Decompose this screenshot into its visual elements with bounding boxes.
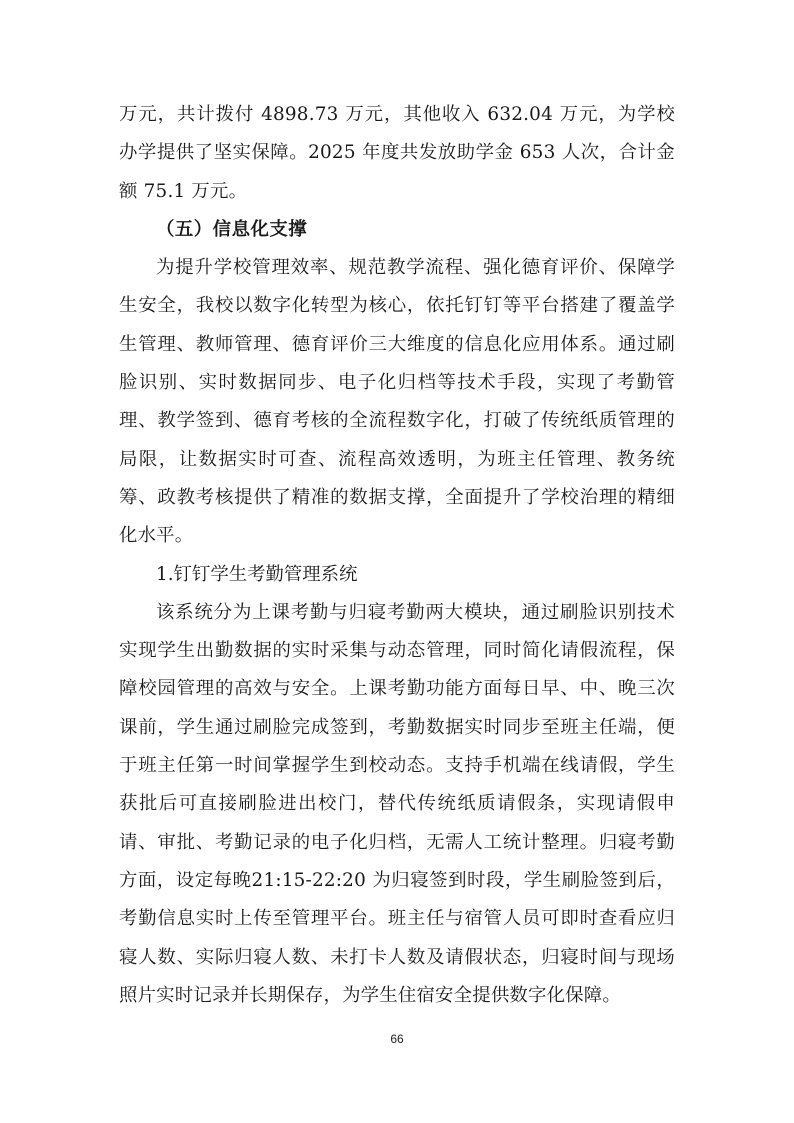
page-number: 66 bbox=[390, 1032, 404, 1046]
paragraph-intro: 为提升学校管理效率、规范教学流程、强化德育评价、保障学生安全，我校以数字化转型为核心，依托钉钉等平台搭建了覆盖学生管理、教师管理、德育评价三大维度的信息化应用体系。通过刷脸识别、实时数据同步、电子化归档等技术手段，实现了考勤管理、教学签到、德育考核的全流程数字化，打破了传统纸质管理的局限，让数据实时可查、流程高效透明，为班主任管理、教务统筹、政教考核提供了精准的数据支撑，全面提升了学校治理的精细化水平。 bbox=[119, 257, 675, 547]
document-body bbox=[119, 96, 675, 1015]
paragraph-continued: 万元，共计拨付 4898.73 万元，其他收入 632.04 万元，为学校办学提供了坚实保障。2025 年度共发放助学金 653 人次，合计金额 75.1 万元。 bbox=[119, 104, 675, 202]
paragraph-attendance: 该系统分为上课考勤与归寝考勤两大模块，通过刷脸识别技术实现学生出勤数据的实时采集与动态管理，同时简化请假流程，保障校园管理的高效与安全。上课考勤功能方面每日早、中、晚三次课前，学生通过刷脸完成签到，考勤数据实时同步至班主任端，便于班主任第一时间掌握学生到校动态。支持手机端在线请假，学生获批后可直接刷脸进出校门，替代传统纸质请假条，实现请假申请、审批、考勤记录的电子化归档，无需人工统计整理。归寝考勤方面，设定每晚21:15-22:20 为归寝签到时段，学生刷脸签到后，考勤信息实时上传至管理平台。班主任与宿管人员可即时查看应归寝人数、实际归寝人数、未打卡人数及请假状态，归寝时间与现场照片实时记录并长期保存，为学生住宿安全提供数字化保障。 bbox=[119, 601, 675, 1006]
section-heading: （五）信息化支撑 bbox=[156, 218, 308, 240]
subsection-heading: 1.钉钉学生考勤管理系统 bbox=[156, 563, 358, 585]
